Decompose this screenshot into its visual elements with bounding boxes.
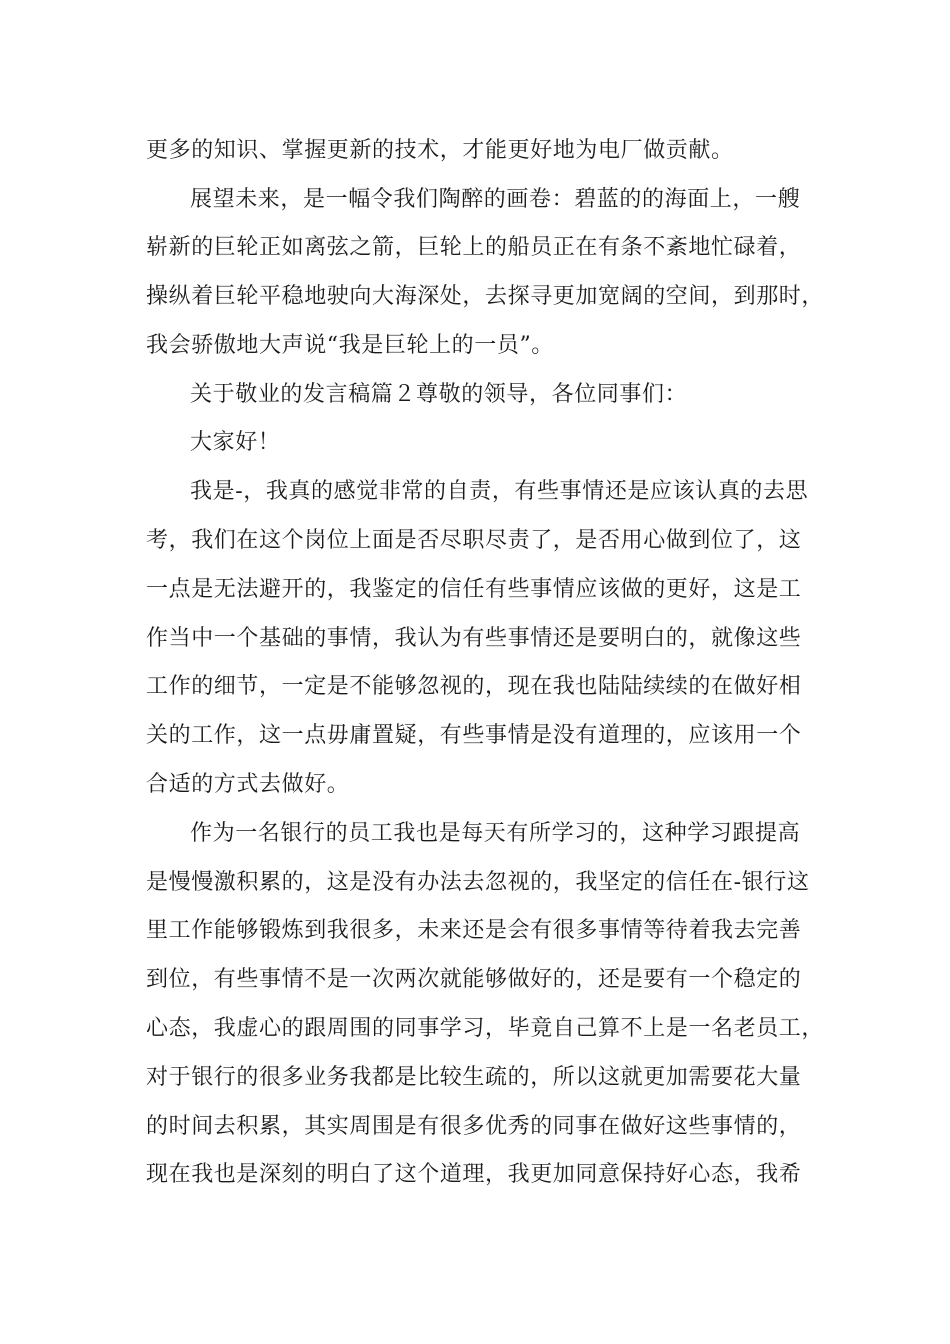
text-line: 作为一名银行的员工我也是每天有所学习的，这种学习跟提高 <box>190 821 801 846</box>
text-line: 崭新的巨轮正如离弦之箭，巨轮上的船员正在有条不紊地忙碌着， <box>146 235 802 260</box>
text-line: 我会骄傲地大声说“我是巨轮上的一员”。 <box>146 333 554 358</box>
text-line: 操纵着巨轮平稳地驶向大海深处，去探寻更加宽阔的空间，到那时， <box>146 284 825 309</box>
text-line: 展望未来，是一幅令我们陶醉的画卷：碧蓝的的海面上，一艘 <box>190 187 801 212</box>
text-line: 工作的细节，一定是不能够忽视的，现在我也陆陆续续的在做好相 <box>146 674 802 699</box>
text-line: 考，我们在这个岗位上面是否尽职尽责了，是否用心做到位了，这 <box>146 528 802 553</box>
text-line: 合适的方式去做好。 <box>146 772 350 797</box>
text-line: 关于敬业的发言稿篇２尊敬的领导，各位同事们： <box>190 382 688 407</box>
text-line: 是慢慢激积累的，这是没有办法去忽视的，我坚定的信任在-银行这 <box>146 870 810 895</box>
text-line: 作当中一个基础的事情，我认为有些事情还是要明白的，就像这些 <box>146 626 802 651</box>
text-line: 关的工作，这一点毋庸置疑，有些事情是没有道理的，应该用一个 <box>146 723 802 748</box>
text-line: 到位，有些事情不是一次两次就能够做好的，还是要有一个稳定的 <box>146 967 802 992</box>
text-line: 心态，我虚心的跟周围的同事学习，毕竟自己算不上是一名老员工， <box>146 1016 825 1041</box>
text-line: 一点是无法避开的，我鉴定的信任有些事情应该做的更好，这是工 <box>146 577 802 602</box>
text-line: 大家好！ <box>190 430 281 455</box>
text-line: 对于银行的很多业务我都是比较生疏的，所以这就更加需要花大量 <box>146 1065 802 1090</box>
text-line: 里工作能够锻炼到我很多，未来还是会有很多事情等待着我去完善 <box>146 918 802 943</box>
text-line: 我是-，我真的感觉非常的自责，有些事情还是应该认真的去思 <box>190 479 809 504</box>
text-line: 现在我也是深刻的明白了这个道理，我更加同意保持好心态，我希 <box>146 1162 802 1187</box>
text-line: 更多的知识、掌握更新的技术，才能更好地为电厂做贡献。 <box>146 138 734 163</box>
text-line: 的时间去积累，其实周围是有很多优秀的同事在做好这些事情的， <box>146 1114 802 1139</box>
